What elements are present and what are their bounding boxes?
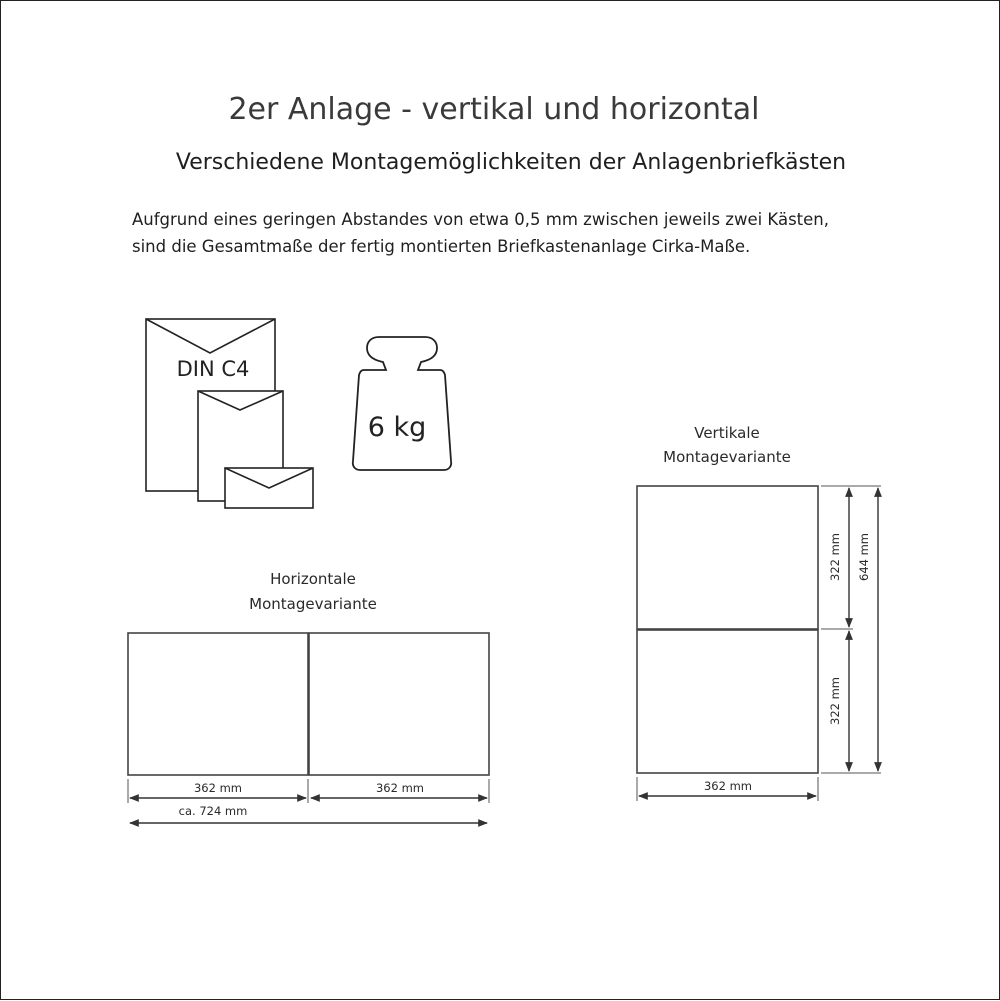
- vertical-box-top: [637, 486, 818, 629]
- horizontal-label-line-2: Montagevariante: [249, 595, 377, 613]
- vertical-dim-top-label: 322 mm: [828, 532, 842, 582]
- horizontal-label-line-1: Horizontale: [270, 570, 356, 588]
- vertical-box-bottom: [637, 630, 818, 773]
- horizontal-dim-right-label: 362 mm: [375, 781, 425, 795]
- vertical-dim-bottom-label: 322 mm: [828, 676, 842, 726]
- vertical-label-line-1: Vertikale: [694, 424, 760, 442]
- weight-label: 6 kg: [367, 412, 427, 443]
- vertical-dim-width-label: 362 mm: [703, 779, 753, 793]
- note-line-1: Aufgrund eines geringen Abstandes von etwa 0,5 mm zwischen jeweils zwei Kästen,: [132, 210, 829, 229]
- horizontal-box-left: [128, 633, 308, 775]
- horizontal-box-right: [309, 633, 489, 775]
- horizontal-dim-left-label: 362 mm: [193, 781, 243, 795]
- weight-icon: [353, 337, 451, 470]
- envelope-size-label: DIN C4: [176, 357, 250, 381]
- page-title: 2er Anlage - vertikal und horizontal: [228, 92, 760, 127]
- horizontal-dim-total-label: ca. 724 mm: [178, 804, 248, 818]
- envelope-stack-icon: [146, 319, 313, 508]
- note-line-2: sind die Gesamtmaße der fertig montierten Briefkastenanlage Cirka-Maße.: [132, 237, 751, 256]
- vertical-variant: [637, 424, 881, 801]
- horizontal-variant: [128, 570, 489, 823]
- page-subtitle: Verschiedene Montagemöglichkeiten der Anlagenbriefkästen: [175, 150, 847, 175]
- diagram-svg: [1, 1, 1000, 1001]
- vertical-label-line-2: Montagevariante: [663, 448, 791, 466]
- vertical-dim-total-label: 644 mm: [857, 532, 871, 582]
